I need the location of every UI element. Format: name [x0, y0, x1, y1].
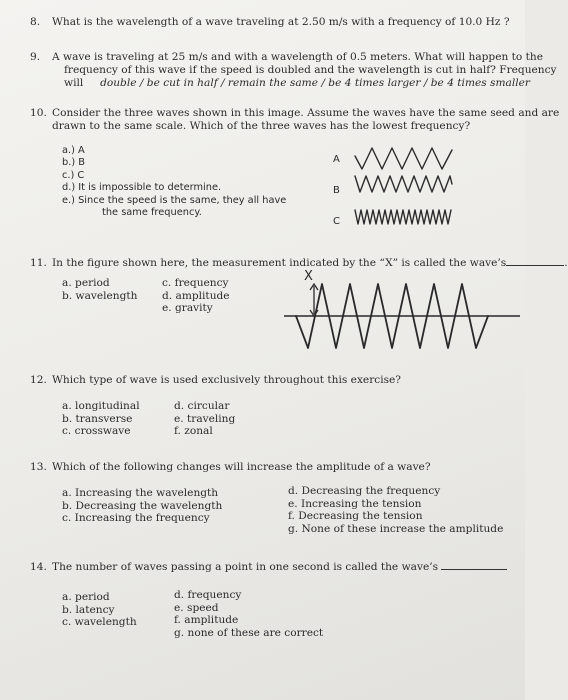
wave-b [355, 176, 452, 192]
question-number: 9. [30, 51, 41, 63]
answer-choices: double / be cut in half / remain the same / be 4 times larger / be 4 times smaller [100, 77, 530, 89]
question-text-line-3: will [64, 77, 84, 89]
question-text-line-1: Consider the three waves shown in this image. Assume the waves have the same seed and are [52, 107, 560, 119]
question-12 [30, 374, 401, 387]
question-11-options-col-1 [62, 277, 138, 302]
question-text-line-2: drawn to the same scale. Which of the three waves has the lowest frequency? [52, 120, 471, 132]
option-d: d. circular [174, 400, 230, 412]
question-end-punctuation: . [564, 257, 568, 269]
question-10 [30, 107, 559, 133]
option-c: c. wavelength [62, 616, 137, 629]
option-g: g. None of these increase the amplitude [288, 522, 504, 535]
option-b: b. Decreasing the wavelength [62, 499, 223, 512]
question-number: 8. [30, 16, 41, 28]
question-number: 12. [30, 374, 47, 386]
question-12-options-col-2 [174, 400, 235, 438]
option-a: a. longitudinal [62, 400, 140, 412]
option-f: f. Decreasing the tension [288, 510, 423, 523]
question-number: 14. [30, 561, 47, 573]
option-a: a. period [62, 591, 110, 603]
option-e: e.) Since the speed is the same, they all have [62, 194, 287, 206]
option-c: c.) C [62, 169, 85, 181]
question-text: In the figure shown here, the measurement indicated by the “X” is called the wave’s [52, 257, 507, 269]
option-e: e. speed [174, 601, 219, 614]
question-12-options-col-1 [62, 400, 140, 438]
question-14-options-col-1 [62, 591, 137, 629]
option-d: d. Decreasing the frequency [288, 485, 441, 497]
answer-blank[interactable] [441, 559, 507, 570]
question-text: What is the wavelength of a wave traveling at 2.50 m/s with a frequency of 10.0 Hz ? [52, 16, 510, 28]
question-number: 13. [30, 461, 47, 473]
question-text: Which of the following changes will increase the amplitude of a wave? [52, 461, 431, 473]
option-b: b. wavelength [62, 289, 138, 302]
option-e-continued: the same frequency. [102, 207, 202, 219]
question-14 [30, 559, 507, 574]
option-c: c. frequency [162, 277, 229, 289]
three-waves-figure [325, 138, 475, 228]
question-11-options-col-2 [162, 277, 230, 315]
option-b: b. transverse [62, 412, 133, 425]
option-c: c. crosswave [62, 425, 131, 438]
question-text: The number of waves passing a point in one second is called the wave’s [52, 561, 439, 573]
option-a: a.) A [62, 145, 85, 156]
option-c: c. Increasing the frequency [62, 512, 210, 525]
option-a: a. Increasing the wavelength [62, 487, 219, 499]
option-a: a. period [62, 277, 110, 289]
question-number: 10. [30, 107, 47, 119]
option-f: f. amplitude [174, 614, 239, 627]
figure-label-x: X [304, 269, 313, 284]
option-e: e. Increasing the tension [288, 497, 422, 510]
question-number: 11. [30, 257, 47, 269]
wave-label-a: A [333, 154, 340, 165]
wave-c [355, 210, 451, 224]
question-text: Which type of wave is used exclusively throughout this exercise? [52, 374, 401, 386]
question-9 [30, 51, 557, 90]
option-d: d.) It is impossible to determine. [62, 182, 222, 194]
option-d: d. amplitude [162, 289, 230, 302]
option-b: b.) B [62, 157, 85, 169]
question-13 [30, 461, 431, 474]
wave-label-c: C [333, 216, 340, 227]
option-g: g. none of these are correct [174, 626, 324, 639]
question-13-options-col-1 [62, 487, 222, 525]
option-e: e. traveling [174, 412, 236, 425]
option-b: b. latency [62, 603, 115, 616]
amplitude-wave-figure [284, 266, 524, 366]
answer-blank[interactable] [506, 255, 564, 266]
question-10-options [62, 145, 286, 219]
question-8 [30, 16, 510, 29]
question-text-line-1: A wave is traveling at 25 m/s and with a wavelength of 0.5 meters. What will happen to the [52, 51, 544, 63]
wave-label-b: B [333, 185, 340, 196]
question-text-line-2: frequency of this wave if the speed is doubled and the wavelength is cut in half? Frequency [64, 64, 557, 76]
option-e: e. gravity [162, 302, 213, 315]
option-f: f. zonal [174, 425, 213, 438]
wave-a [355, 148, 452, 169]
question-14-options-col-2 [174, 589, 323, 639]
question-13-options-col-2 [288, 485, 503, 535]
option-d: d. frequency [174, 589, 242, 601]
